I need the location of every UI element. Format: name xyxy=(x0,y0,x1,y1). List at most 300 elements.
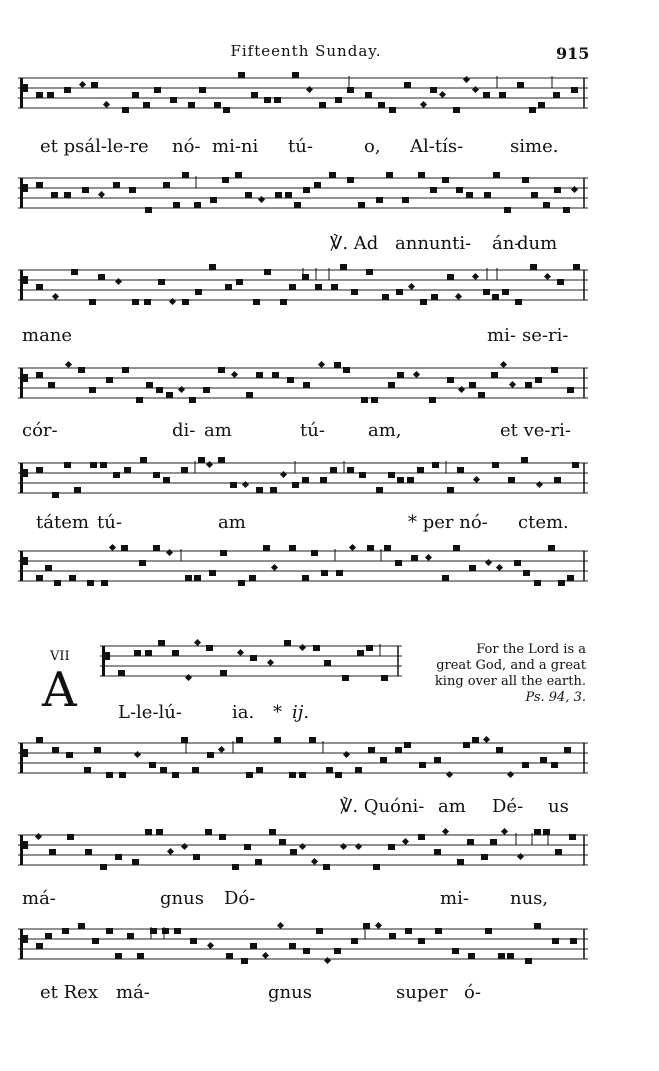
neume-square xyxy=(359,472,366,478)
neume-square xyxy=(194,575,201,581)
neume-square xyxy=(270,487,277,493)
neume-rhombus xyxy=(507,771,514,778)
neume-square xyxy=(572,462,579,468)
neume-square xyxy=(145,829,152,835)
neume-square xyxy=(313,645,320,651)
lyric: se-ri- xyxy=(522,325,569,346)
neume-square xyxy=(397,372,404,378)
neume-square xyxy=(397,477,404,483)
neume-square xyxy=(405,928,412,934)
staff-2 xyxy=(18,170,588,222)
neume-rhombus xyxy=(408,283,415,290)
neume-square xyxy=(525,382,532,388)
neume-square xyxy=(483,289,490,295)
staff-8 xyxy=(18,827,588,879)
neume-square xyxy=(158,640,165,646)
clef-mark xyxy=(23,749,28,757)
neume-rhombus xyxy=(103,101,110,108)
neume-square xyxy=(100,462,107,468)
neume-square xyxy=(457,859,464,865)
neume-square xyxy=(182,172,189,178)
neume-square xyxy=(251,92,258,98)
neume-square xyxy=(82,187,89,193)
neume-rhombus xyxy=(231,371,238,378)
neume-square xyxy=(289,943,296,949)
neume-rhombus xyxy=(472,86,479,93)
neume-rhombus xyxy=(167,848,174,855)
neume-square xyxy=(355,767,362,773)
clef-mark xyxy=(23,841,28,849)
neume-square xyxy=(386,172,393,178)
lyric: am xyxy=(438,796,466,817)
neume-square xyxy=(203,387,210,393)
neume-square xyxy=(153,545,160,551)
neume-rhombus xyxy=(277,922,284,929)
neume-square xyxy=(132,92,139,98)
neume-square xyxy=(347,87,354,93)
clef-mark xyxy=(20,835,23,865)
clef-mark xyxy=(105,652,110,660)
neume-square xyxy=(404,742,411,748)
neume-square xyxy=(330,467,337,473)
neume-square xyxy=(48,382,55,388)
lyric: sime. xyxy=(510,136,559,157)
neume-square xyxy=(395,560,402,566)
neume-rhombus xyxy=(242,481,249,488)
neume-rhombus xyxy=(425,554,432,561)
neume-rhombus xyxy=(420,101,427,108)
neume-square xyxy=(238,580,245,586)
neume-rhombus xyxy=(473,476,480,483)
neume-square xyxy=(106,772,113,778)
neume-rhombus xyxy=(299,843,306,850)
neume-square xyxy=(435,928,442,934)
neume-rhombus xyxy=(280,471,287,478)
neume-square xyxy=(74,487,81,493)
neume-square xyxy=(173,202,180,208)
translation-line: great God, and a great xyxy=(436,658,586,673)
lyric: et Rex xyxy=(40,982,98,1003)
neume-square xyxy=(199,87,206,93)
neume-square xyxy=(230,482,237,488)
neume-square xyxy=(181,737,188,743)
neume-square xyxy=(396,289,403,295)
neume-square xyxy=(314,182,321,188)
neume-square xyxy=(195,289,202,295)
neume-square xyxy=(189,397,196,403)
neume-rhombus xyxy=(271,564,278,571)
clef-mark xyxy=(102,646,105,676)
neume-square xyxy=(256,767,263,773)
neume-rhombus xyxy=(458,386,465,393)
neume-rhombus xyxy=(52,293,59,300)
neume-square xyxy=(365,92,372,98)
neume-square xyxy=(36,372,43,378)
neume-square xyxy=(492,294,499,300)
neume-square xyxy=(411,555,418,561)
neume-square xyxy=(531,192,538,198)
neume-square xyxy=(431,294,438,300)
neume-square xyxy=(571,87,578,93)
neume-square xyxy=(210,197,217,203)
neume-rhombus xyxy=(472,273,479,280)
neume-square xyxy=(388,382,395,388)
neume-square xyxy=(469,565,476,571)
neume-square xyxy=(45,565,52,571)
neume-square xyxy=(567,575,574,581)
neume-square xyxy=(49,849,56,855)
neume-square xyxy=(64,87,71,93)
neume-rhombus xyxy=(169,298,176,305)
neume-square xyxy=(36,737,43,743)
neume-square xyxy=(143,102,150,108)
clef-mark xyxy=(20,78,23,108)
lyric: et ve-ri- xyxy=(500,420,571,441)
neume-square xyxy=(119,772,126,778)
neume-square xyxy=(434,757,441,763)
neume-square xyxy=(132,859,139,865)
neume-square xyxy=(238,72,245,78)
neume-square xyxy=(272,372,279,378)
neume-square xyxy=(447,377,454,383)
lyric: Dé- xyxy=(492,796,524,817)
lyric: am xyxy=(204,420,232,441)
neume-square xyxy=(170,97,177,103)
neume-rhombus xyxy=(501,828,508,835)
neume-square xyxy=(555,849,562,855)
neume-square xyxy=(309,737,316,743)
neume-square xyxy=(156,829,163,835)
neume-square xyxy=(115,953,122,959)
neume-square xyxy=(145,207,152,213)
neume-square xyxy=(418,172,425,178)
neume-square xyxy=(319,102,326,108)
neume-square xyxy=(190,938,197,944)
lyric: us xyxy=(548,796,569,817)
neume-square xyxy=(153,472,160,478)
neume-square xyxy=(558,580,565,586)
neume-square xyxy=(553,92,560,98)
neume-square xyxy=(366,645,373,651)
clef-mark xyxy=(23,469,28,477)
lyric: am, xyxy=(368,420,402,441)
neume-square xyxy=(129,187,136,193)
neume-square xyxy=(220,550,227,556)
neume-square xyxy=(149,762,156,768)
neume-square xyxy=(453,107,460,113)
lyric: L-le-lú- xyxy=(118,702,182,723)
neume-square xyxy=(218,367,225,373)
lyric: tátem xyxy=(36,512,89,533)
neume-square xyxy=(137,953,144,959)
staff-alleluia xyxy=(100,638,402,690)
neume-square xyxy=(452,948,459,954)
neume-square xyxy=(485,928,492,934)
neume-square xyxy=(334,362,341,368)
lyric: gnus xyxy=(268,982,312,1003)
neume-square xyxy=(534,580,541,586)
neume-square xyxy=(94,747,101,753)
neume-square xyxy=(232,864,239,870)
neume-square xyxy=(194,202,201,208)
neume-square xyxy=(218,457,225,463)
clef-mark xyxy=(20,929,23,959)
neume-square xyxy=(78,367,85,373)
neume-square xyxy=(54,580,61,586)
neume-rhombus xyxy=(517,853,524,860)
neume-square xyxy=(163,477,170,483)
neume-square xyxy=(84,767,91,773)
neume-square xyxy=(118,670,125,676)
neume-square xyxy=(250,943,257,949)
neume-square xyxy=(389,107,396,113)
neume-square xyxy=(69,575,76,581)
neume-square xyxy=(543,202,550,208)
neume-square xyxy=(507,953,514,959)
neume-square xyxy=(380,757,387,763)
staff-lines xyxy=(18,735,588,787)
neume-rhombus xyxy=(324,957,331,964)
neume-square xyxy=(67,834,74,840)
neume-square xyxy=(85,849,92,855)
neume-square xyxy=(491,372,498,378)
staff-lines xyxy=(18,455,588,507)
neume-square xyxy=(523,570,530,576)
neume-square xyxy=(188,102,195,108)
neume-square xyxy=(90,462,97,468)
lyric: et psál-le-re xyxy=(40,136,149,157)
neume-square xyxy=(45,933,52,939)
neume-square xyxy=(376,197,383,203)
neume-rhombus xyxy=(355,843,362,850)
neume-square xyxy=(508,477,515,483)
neume-square xyxy=(220,670,227,676)
lyric: ij. xyxy=(292,702,310,723)
neume-square xyxy=(303,382,310,388)
neume-square xyxy=(552,938,559,944)
neume-square xyxy=(320,477,327,483)
neume-square xyxy=(222,177,229,183)
neume-square xyxy=(284,640,291,646)
neume-square xyxy=(163,182,170,188)
neume-square xyxy=(303,187,310,193)
neume-square xyxy=(205,829,212,835)
neume-square xyxy=(150,928,157,934)
neume-square xyxy=(502,289,509,295)
neume-square xyxy=(78,923,85,929)
neume-rhombus xyxy=(65,361,72,368)
neume-square xyxy=(554,477,561,483)
clef-mark xyxy=(20,551,23,581)
neume-square xyxy=(540,757,547,763)
neume-square xyxy=(166,392,173,398)
neume-square xyxy=(382,294,389,300)
neume-square xyxy=(36,92,43,98)
neume-rhombus xyxy=(115,278,122,285)
neume-square xyxy=(92,938,99,944)
neume-square xyxy=(316,928,323,934)
neume-square xyxy=(279,839,286,845)
neume-square xyxy=(250,655,257,661)
neume-square xyxy=(289,284,296,290)
neume-square xyxy=(64,192,71,198)
neume-square xyxy=(62,928,69,934)
clef-mark xyxy=(23,374,28,382)
neume-rhombus xyxy=(318,361,325,368)
neume-square xyxy=(36,467,43,473)
page-header-title: Fifteenth Sunday. xyxy=(230,42,382,60)
neume-square xyxy=(388,472,395,478)
lyric: má- xyxy=(116,982,150,1003)
translation-line: For the Lord is a xyxy=(476,642,586,657)
neume-square xyxy=(484,192,491,198)
staff-lines xyxy=(18,262,588,314)
neume-square xyxy=(132,299,139,305)
neume-square xyxy=(89,299,96,305)
lyric: annunti- xyxy=(395,233,472,254)
neume-square xyxy=(303,948,310,954)
neume-square xyxy=(376,487,383,493)
neume-rhombus xyxy=(218,746,225,753)
neume-square xyxy=(160,767,167,773)
psalm-reference: Ps. 94, 3. xyxy=(525,690,586,705)
neume-rhombus xyxy=(439,91,446,98)
neume-square xyxy=(287,377,294,383)
neume-square xyxy=(534,923,541,929)
neume-square xyxy=(280,299,287,305)
translation-box xyxy=(405,642,586,706)
neume-square xyxy=(347,467,354,473)
neume-square xyxy=(162,928,169,934)
neume-square xyxy=(493,172,500,178)
lyric: ó- xyxy=(464,982,481,1003)
neume-square xyxy=(275,192,282,198)
neume-square xyxy=(429,397,436,403)
neume-square xyxy=(381,675,388,681)
neume-square xyxy=(321,570,328,576)
neume-square xyxy=(244,844,251,850)
neume-square xyxy=(209,264,216,270)
neume-square xyxy=(89,387,96,393)
lyric: án- xyxy=(492,233,521,254)
neume-square xyxy=(467,839,474,845)
neume-square xyxy=(121,545,128,551)
neume-square xyxy=(522,762,529,768)
neume-square xyxy=(335,97,342,103)
neume-square xyxy=(198,457,205,463)
neume-square xyxy=(52,747,59,753)
neume-rhombus xyxy=(340,843,347,850)
neume-rhombus xyxy=(98,191,105,198)
neume-square xyxy=(91,82,98,88)
neume-square xyxy=(122,107,129,113)
neume-square xyxy=(236,737,243,743)
lyric: mi-ni xyxy=(212,136,259,157)
neume-square xyxy=(442,575,449,581)
neume-square xyxy=(551,367,558,373)
neume-square xyxy=(289,545,296,551)
neume-square xyxy=(285,192,292,198)
neume-square xyxy=(154,87,161,93)
clef-mark xyxy=(20,270,23,300)
neume-square xyxy=(358,202,365,208)
neume-square xyxy=(302,575,309,581)
lyric: Al-tís- xyxy=(410,136,464,157)
neume-rhombus xyxy=(402,838,409,845)
neume-square xyxy=(127,933,134,939)
neume-square xyxy=(434,849,441,855)
neume-square xyxy=(492,462,499,468)
neume-square xyxy=(535,377,542,383)
lyric: mi- xyxy=(487,325,516,346)
lyric: o, xyxy=(364,136,381,157)
neume-square xyxy=(219,834,226,840)
neume-square xyxy=(419,762,426,768)
neume-square xyxy=(420,299,427,305)
lyric: di- xyxy=(172,420,196,441)
neume-square xyxy=(361,397,368,403)
neume-rhombus xyxy=(463,76,470,83)
neume-square xyxy=(209,570,216,576)
neume-square xyxy=(442,177,449,183)
neume-square xyxy=(483,92,490,98)
neume-square xyxy=(357,650,364,656)
neume-square xyxy=(468,953,475,959)
neume-square xyxy=(87,580,94,586)
neume-rhombus xyxy=(349,544,356,551)
neume-square xyxy=(466,192,473,198)
neume-square xyxy=(172,650,179,656)
neume-square xyxy=(469,382,476,388)
page-number: 915 xyxy=(556,44,590,63)
lyric: super xyxy=(396,982,448,1003)
neume-square xyxy=(407,477,414,483)
neume-square xyxy=(124,467,131,473)
neume-square xyxy=(543,829,550,835)
neume-square xyxy=(447,487,454,493)
lyric: nó- xyxy=(172,136,201,157)
neume-square xyxy=(290,849,297,855)
neume-square xyxy=(499,92,506,98)
staff-7 xyxy=(18,735,588,787)
translation-line: king over all the earth. xyxy=(434,674,586,689)
neume-square xyxy=(140,457,147,463)
neume-square xyxy=(525,958,532,964)
neume-square xyxy=(570,938,577,944)
lyric: gnus xyxy=(160,888,204,909)
neume-square xyxy=(139,560,146,566)
neume-square xyxy=(274,97,281,103)
lyric: ctem. xyxy=(518,512,569,533)
neume-square xyxy=(335,772,342,778)
neume-rhombus xyxy=(299,644,306,651)
neume-square xyxy=(172,772,179,778)
neume-rhombus xyxy=(181,843,188,850)
neume-rhombus xyxy=(237,649,244,656)
neume-rhombus xyxy=(178,386,185,393)
neume-square xyxy=(64,462,71,468)
neume-rhombus xyxy=(79,81,86,88)
neume-square xyxy=(246,392,253,398)
neume-square xyxy=(522,177,529,183)
neume-square xyxy=(311,550,318,556)
staff-1 xyxy=(18,70,588,122)
neume-square xyxy=(551,762,558,768)
neume-square xyxy=(225,284,232,290)
neume-square xyxy=(351,289,358,295)
neume-square xyxy=(245,192,252,198)
lyric: cór- xyxy=(22,420,58,441)
